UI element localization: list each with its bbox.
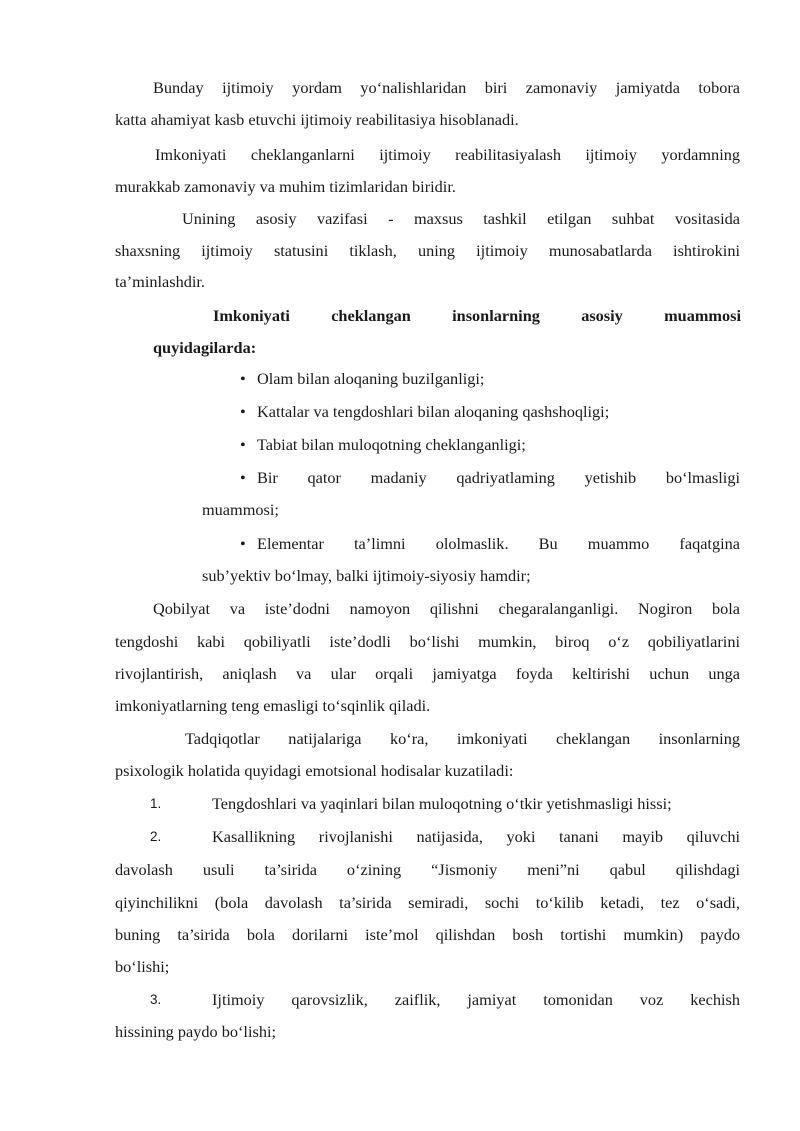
paragraph-1-line-1: Bunday ijtimoiy yordam yo‘nalishlaridan biri zamonaviy jamiyatda tobora	[153, 78, 740, 97]
paragraph-5-line-1: Tadqiqotlar natijalariga ko‘ra, imkoniyati cheklangan insonlarning	[185, 729, 740, 748]
paragraph-3-line-1: Unining asosiy vazifasi - maxsus tashkil etilgan suhbat vositasida	[182, 209, 740, 228]
bullet-text: Tabiat bilan muloqotning cheklanganligi;	[257, 435, 526, 454]
item-text-continuation: qiyinchilikni (bola davolash ta’sirida semiradi, sochi to‘kilib ketadi, tez o‘sadi,	[115, 893, 740, 912]
bullet-text-continuation: muammosi;	[202, 500, 279, 519]
item-text-continuation: hissining paydo bo‘lishi;	[115, 1022, 277, 1041]
item-text-continuation: davolash usuli ta’sirida o‘zining “Jismoniy meni”ni qabul qilishdagi	[115, 860, 740, 879]
heading-line-2: quyidagilarda:	[153, 338, 257, 357]
bullet-text-continuation: sub’yektiv bo‘lmay, balki ijtimoiy-siyosiy hamdir;	[202, 566, 531, 585]
paragraph-3-line-3: ta’minlashdir.	[115, 272, 205, 291]
paragraph-4-line-2: tengdoshi kabi qobiliyatli iste’dodli bo‘lishi mumkin, biroq o‘z qobiliyatlarini	[115, 632, 740, 651]
item-text: Ijtimoiy qarovsizlik, zaiflik, jamiyat tomonidan voz kechish	[212, 990, 740, 1009]
item-text-continuation: buning ta’sirida bola dorilarni iste’mol qilishdan bosh tortishi mumkin) paydo	[115, 925, 740, 944]
paragraph-2-line-1: Imkoniyati cheklanganlarni ijtimoiy reabilitasiyalash ijtimoiy yordamning	[155, 145, 740, 164]
item-number: 2.	[150, 829, 162, 844]
paragraph-4-line-3: rivojlantirish, aniqlash va ular orqali jamiyatga foyda keltirishi uchun unga	[115, 664, 740, 683]
bullet-text: Bir qator madaniy qadriyatlaming yetishib bo‘lmasligi	[257, 468, 740, 487]
paragraph-1-line-2: katta ahamiyat kasb etuvchi ijtimoiy reabilitasiya hisoblanadi.	[115, 110, 519, 129]
item-text: Tengdoshlari va yaqinlari bilan muloqotning o‘tkir yetishmasligi hissi;	[212, 794, 672, 813]
bullet-text: Kattalar va tengdoshlari bilan aloqaning qashshoqligi;	[257, 402, 610, 421]
paragraph-3-line-2: shaxsning ijtimoiy statusini tiklash, uning ijtimoiy munosabatlarda ishtirokini	[115, 241, 740, 260]
bullet-icon: •	[240, 402, 246, 421]
paragraph-4-line-1: Qobilyat va iste’dodni namoyon qilishni chegaralanganligi. Nogiron bola	[153, 599, 740, 618]
heading-line-1: Imkoniyati cheklangan insonlarning asosiy muammosi	[213, 306, 741, 325]
item-text-continuation: bo‘lishi;	[115, 957, 170, 976]
item-text: Kasallikning rivojlanishi natijasida, yoki tanani mayib qiluvchi	[212, 827, 740, 846]
paragraph-5-line-2: psixologik holatida quyidagi emotsional hodisalar kuzatiladi:	[115, 761, 514, 780]
item-number: 1.	[150, 796, 162, 811]
bullet-text: Elementar ta’limni ololmaslik. Bu muammo faqatgina	[257, 534, 740, 553]
paragraph-2-line-2: murakkab zamonaviy va muhim tizimlaridan biridir.	[115, 177, 456, 196]
item-number: 3.	[150, 992, 162, 1007]
bullet-icon: •	[240, 369, 246, 388]
bullet-text: Olam bilan aloqaning buzilganligi;	[257, 369, 485, 388]
bullet-icon: •	[240, 468, 246, 487]
paragraph-4-line-4: imkoniyatlarning teng emasligi to‘sqinlik qiladi.	[115, 696, 431, 715]
bullet-icon: •	[240, 534, 246, 553]
bullet-icon: •	[240, 435, 246, 454]
